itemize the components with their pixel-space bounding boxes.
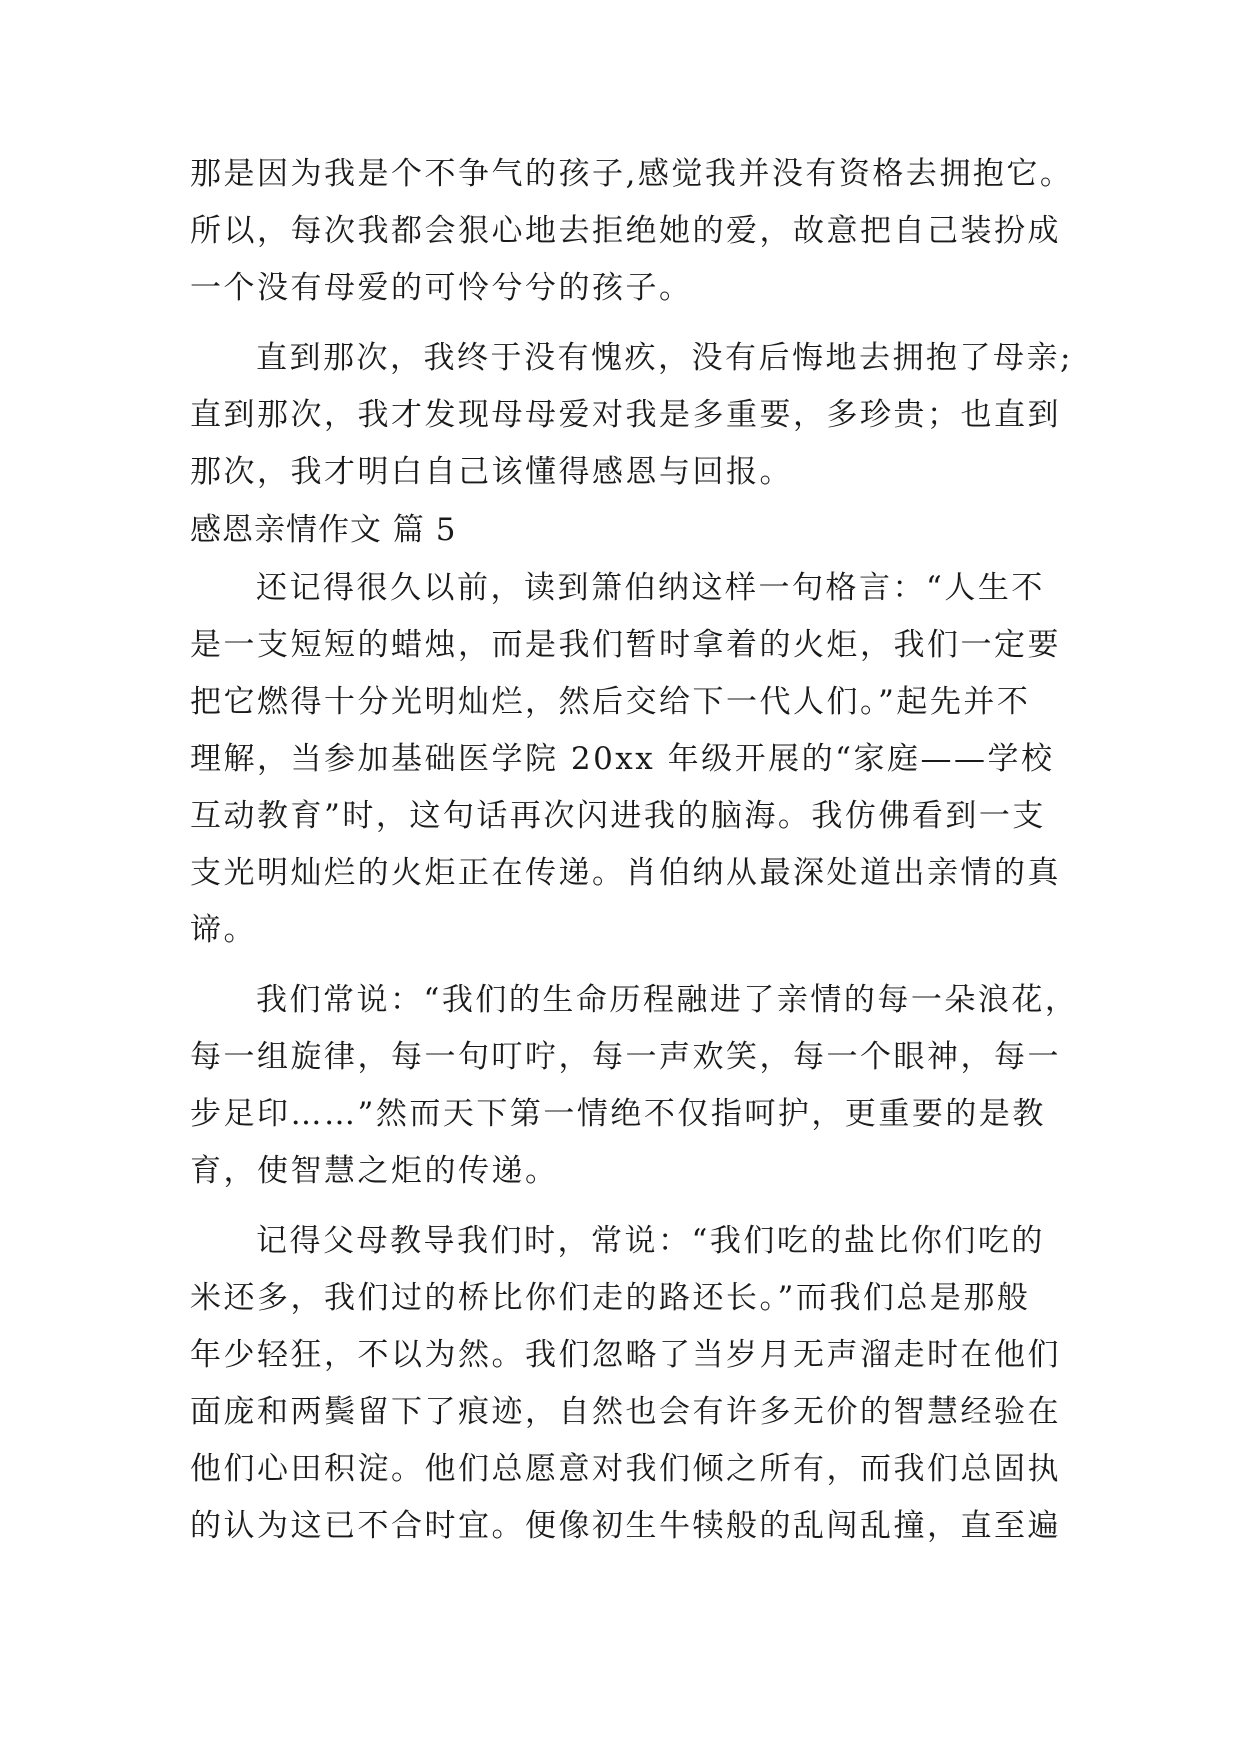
text-line: 每一组旋律，每一句叮咛，每一声欢笑，每一个眼神，每一 — [190, 1039, 1061, 1075]
paragraph-start-line: 还记得很久以前，读到箫伯纳这样一句格言：“人生不 — [256, 570, 1045, 606]
text-line: 育，使智慧之炬的传递。 — [190, 1153, 559, 1189]
text-line: 谛。 — [190, 912, 257, 948]
text-line: 把它燃得十分光明灿烂，然后交给下一代人们。”起先并不 — [190, 684, 1031, 720]
text-line: 支光明灿烂的火炬正在传递。肖伯纳从最深处道出亲情的真 — [190, 855, 1061, 891]
text-line: 是一支短短的蜡烛，而是我们暂时拿着的火炬，我们一定要 — [190, 627, 1061, 663]
text-line: 所以，每次我都会狠心地去拒绝她的爱，故意把自己装扮成 — [190, 213, 1061, 249]
paragraph-start-line: 记得父母教导我们时，常说：“我们吃的盐比你们吃的 — [256, 1223, 1045, 1259]
text-line: 步足印……”然而天下第一情绝不仅指呵护，更重要的是教 — [190, 1096, 1046, 1132]
paragraph-start-line: 直到那次，我终于没有愧疚，没有后悔地去拥抱了母亲; — [256, 340, 1073, 376]
text-line: 直到那次，我才发现母母爱对我是多重要，多珍贵；也直到 — [190, 397, 1061, 433]
text-line: 年少轻狂，不以为然。我们忽略了当岁月无声溜走时在他们 — [190, 1337, 1061, 1373]
text-line: 那是因为我是个不争气的孩子,感觉我并没有资格去拥抱它。 — [190, 156, 1074, 192]
text-line: 的认为这已不合时宜。便像初生牛犊般的乱闯乱撞，直至遍 — [190, 1508, 1061, 1544]
text-line: 一个没有母爱的可怜兮兮的孩子。 — [190, 270, 693, 306]
paragraph-start-line: 我们常说：“我们的生命历程融进了亲情的每一朵浪花， — [256, 982, 1079, 1018]
section-heading: 感恩亲情作文 篇 5 — [190, 512, 457, 548]
text-line: 那次，我才明白自己该懂得感恩与回报。 — [190, 454, 793, 490]
text-line: 米还多，我们过的桥比你们走的路还长。”而我们总是那般 — [190, 1280, 1031, 1316]
text-line: 互动教育”时，这句话再次闪进我的脑海。我仿佛看到一支 — [190, 798, 1046, 834]
text-line: 面庞和两鬓留下了痕迹，自然也会有许多无价的智慧经验在 — [190, 1394, 1061, 1430]
text-line: 他们心田积淀。他们总愿意对我们倾之所有，而我们总固执 — [190, 1451, 1061, 1487]
text-line: 理解，当参加基础医学院 20xx 年级开展的“家庭——学校 — [190, 741, 1055, 777]
